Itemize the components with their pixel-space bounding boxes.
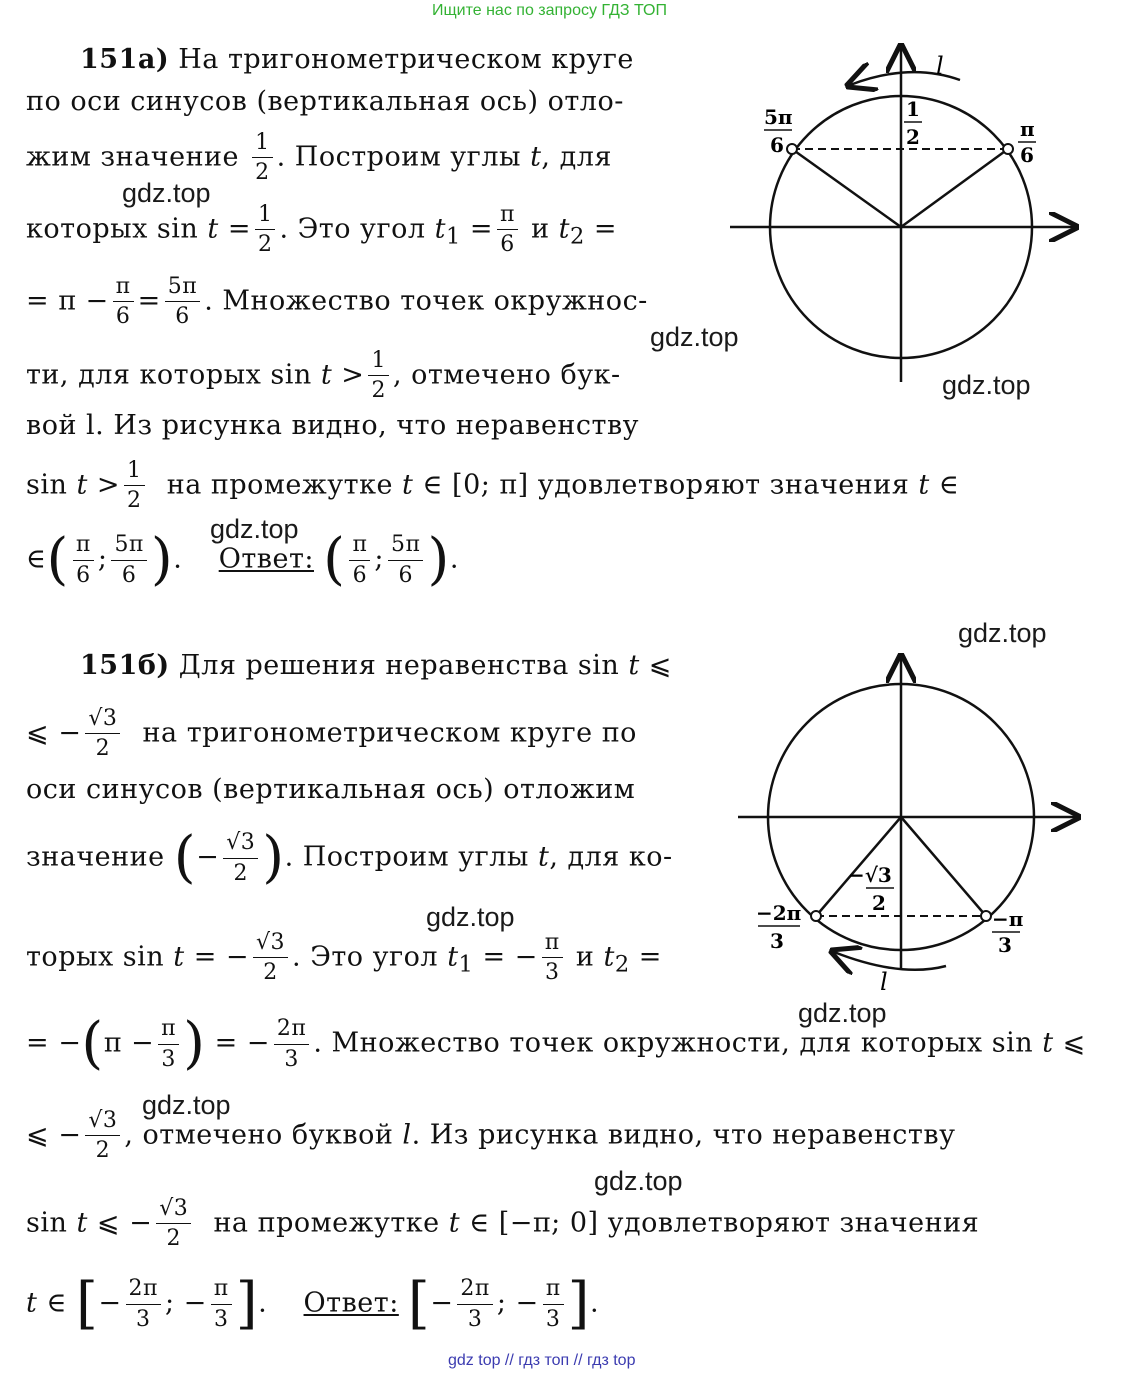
text: жим значение	[26, 141, 240, 173]
problem-number-151b: 151б)	[80, 650, 170, 681]
problem-151b-line1: 151б) Для решения неравенства sin t ⩽	[80, 650, 672, 681]
sin-label-den: 2	[906, 125, 920, 149]
text: . Это угол	[292, 941, 439, 973]
fraction-one-half: $\frac{1}{2}$	[255, 202, 276, 258]
label-5pi-num: 5π	[764, 105, 793, 129]
label-l: l	[880, 968, 888, 996]
label-minus-2pi-num: −2π	[756, 901, 802, 925]
point-5pi-6	[787, 144, 797, 154]
fraction-pi-6: $\frac{\pi}{6}$	[497, 202, 518, 258]
radius-right	[901, 149, 1008, 227]
text: удовлетворяют значения	[607, 1207, 980, 1239]
answer-label: Ответ:	[303, 1287, 399, 1319]
text: значение	[26, 841, 165, 873]
sin-label-den: 2	[872, 891, 886, 915]
problem-151b-line5: торых sin t = − $\frac{√3}{2}$ . Это угол $t_1$ = − $\frac{\pi}{3}$ и $t_2$ =	[26, 930, 662, 986]
problem-151b-line4: значение (− $\frac{√3}{2}$ ). Построим углы t, для ко-	[26, 825, 673, 890]
text: , для ко-	[549, 841, 673, 873]
problem-151b-line7: ⩽ − $\frac{√3}{2}$ , отмечено буквой l. Из рисунка видно, что неравенству	[26, 1108, 956, 1164]
watermark: gdz.top	[210, 514, 299, 544]
problem-number-151a: 151а)	[80, 44, 170, 75]
text: на промежутке	[213, 1207, 440, 1239]
radius-left	[792, 149, 901, 227]
label-pi-den: 6	[1020, 143, 1034, 167]
text: . Построим углы	[276, 141, 521, 173]
text: на промежутке	[166, 469, 393, 501]
text: , для	[541, 141, 612, 173]
text: . Это угол	[279, 213, 426, 245]
text: и	[531, 213, 550, 245]
sin-label-num: −√3	[848, 863, 892, 887]
problem-151b-answer-line: t ∈ [− $\frac{2\pi}{3}$ ; − $\frac{\pi}{3}$ ]. Ответ: [− $\frac{2\pi}{3}$ ; − $\frac{\pi}{3}$ ].	[26, 1271, 600, 1336]
radius-right	[901, 817, 986, 916]
problem-151a-line3: жим значение $\frac{1}{2}$ . Построим углы t, для	[26, 130, 612, 186]
unit-circle-figure-a	[720, 40, 1090, 390]
problem-151b-line8: sin t ⩽ − $\frac{√3}{2}$ на промежутке t ∈ [−π; 0] удовлетворяют значения	[26, 1196, 980, 1252]
text: . Множество точек окружности, для которых	[313, 1027, 983, 1059]
fraction-sqrt3-2: $\frac{√3}{2}$	[85, 706, 120, 762]
text: . Множество точек окружнос-	[204, 285, 648, 317]
text: , отмечено бук-	[392, 359, 621, 391]
text: и	[575, 941, 595, 973]
problem-151a-line5: = π − $\frac{\pi}{6}$ = $\frac{5\pi}{6}$ . Множество точек окружнос-	[26, 274, 648, 330]
label-l: l	[936, 52, 944, 80]
problem-151a-line2: по оси синусов (вертикальная ось) отло-	[26, 86, 624, 117]
watermark: gdz.top	[942, 370, 1031, 400]
fraction-one-half: $\frac{1}{2}$	[368, 348, 389, 404]
watermark: gdz.top	[594, 1166, 683, 1196]
watermark: gdz.top	[798, 998, 887, 1028]
point-minus-2pi-3	[811, 911, 821, 921]
point-minus-pi-3	[981, 911, 991, 921]
text: удовлетворяют значения	[537, 469, 910, 501]
text: . Построим углы	[284, 841, 529, 873]
text: ти, для которых	[26, 359, 262, 391]
text: на тригонометрическом круге по	[142, 717, 637, 749]
fraction-one-half: $\frac{1}{2}$	[252, 130, 273, 186]
watermark: gdz.top	[122, 178, 211, 208]
problem-151a-line4: которых sin t = $\frac{1}{2}$ . Это угол $t_1$ = $\frac{\pi}{6}$ и $t_2$ =	[26, 202, 618, 258]
watermark: gdz.top	[142, 1090, 231, 1120]
text: которых	[26, 213, 148, 245]
fraction-5pi-6: $\frac{5\pi}{6}$	[165, 274, 200, 330]
watermark: gdz.top	[426, 902, 515, 932]
watermark: gdz.top	[650, 322, 739, 352]
problem-151b-line6: = −(π − $\frac{\pi}{3}$ ) = − $\frac{2\pi}{3}$ . Множество точек окружности, для которых sin t ⩽	[26, 1011, 1086, 1076]
fraction-pi-6: $\frac{\pi}{6}$	[113, 274, 134, 330]
unit-circle-figure-b	[730, 650, 1090, 1000]
fraction-one-half: $\frac{1}{2}$	[124, 458, 145, 514]
arc-arrow	[834, 952, 946, 970]
text: торых	[26, 941, 114, 973]
label-pi-num: π	[1020, 117, 1035, 141]
header-search-link[interactable]: Ищите нас по запросу ГДЗ ТОП	[432, 2, 667, 19]
label-minus-2pi-den: 3	[770, 929, 784, 953]
watermark: gdz.top	[958, 618, 1047, 648]
point-pi-6	[1003, 144, 1013, 154]
text: На тригонометрическом круге	[178, 44, 634, 75]
footer-links[interactable]: gdz top // гдз топ // гдз top	[448, 1352, 636, 1369]
label-minus-pi-den: 3	[998, 933, 1012, 957]
label-minus-pi-num: −π	[992, 907, 1024, 931]
sin-label-num: 1	[906, 97, 920, 121]
problem-151b-line2: ⩽ − $\frac{√3}{2}$ на тригонометрическом круге по	[26, 706, 637, 762]
problem-151a-line7: вой l. Из рисунка видно, что неравенству	[26, 410, 640, 441]
text: , отмечено буквой	[124, 1119, 394, 1151]
label-5pi-den: 6	[770, 133, 784, 157]
problem-151b-line3: оси синусов (вертикальная ось) отложим	[26, 774, 636, 805]
problem-151a-line8: sin t > $\frac{1}{2}$ на промежутке t ∈ [0; π] удовлетворяют значения t ∈	[26, 458, 960, 514]
problem-151a-answer-line: ∈( $\frac{\pi}{6}$ ; $\frac{5\pi}{6}$ ). Ответ: ( $\frac{\pi}{6}$ ; $\frac{5\pi}{6}$ ).	[26, 527, 459, 592]
text: Для решения неравенства	[178, 650, 569, 681]
problem-151a-line6: ти, для которых sin t > $\frac{1}{2}$ , отмечено бук-	[26, 348, 621, 404]
text: . Из рисунка видно, что неравенству	[411, 1119, 956, 1151]
answer-label: Ответ:	[218, 543, 314, 575]
problem-151a-line1	[80, 44, 634, 75]
